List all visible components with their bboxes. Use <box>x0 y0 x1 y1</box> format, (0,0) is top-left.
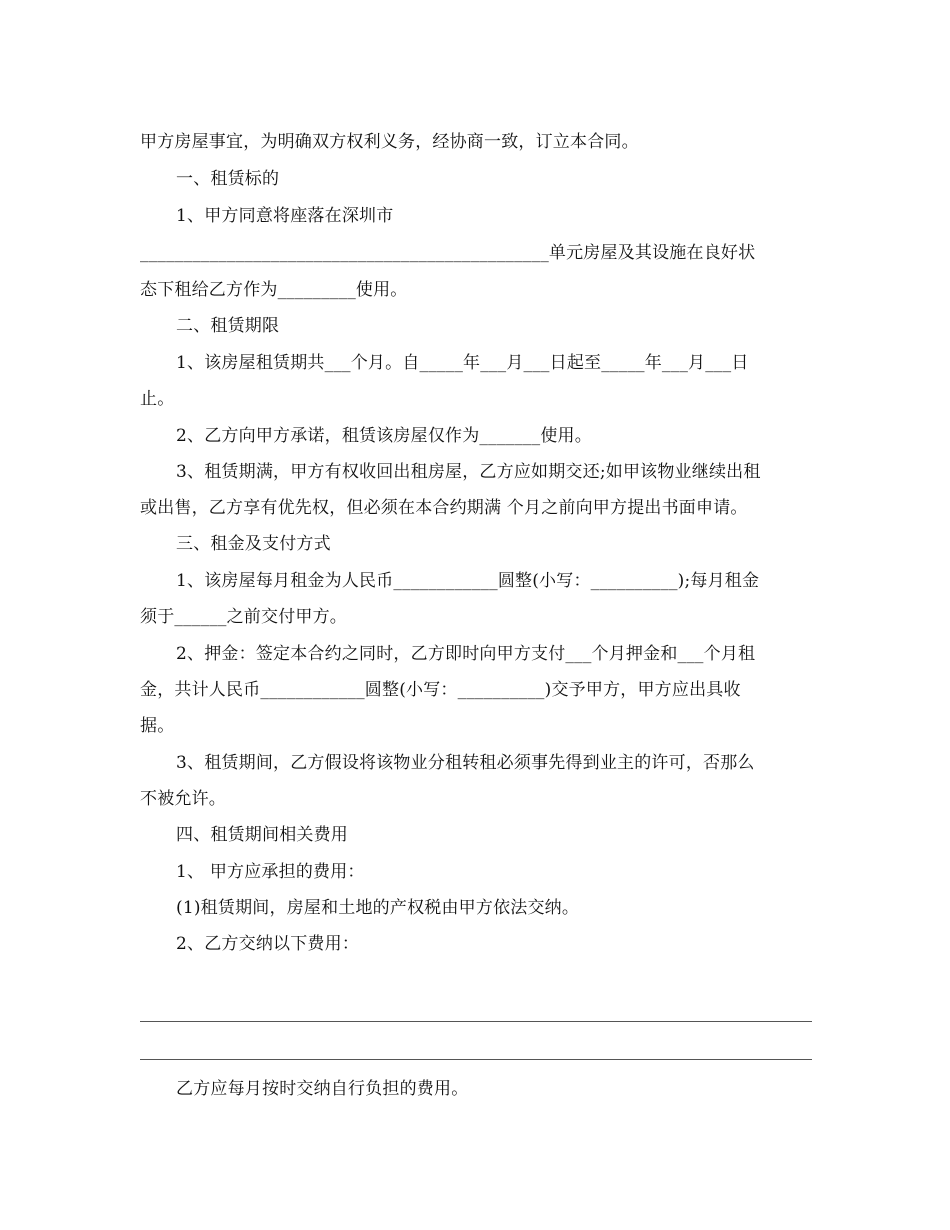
clause-3-2-line-3: 据。 <box>140 716 175 736</box>
clause-3-3-line-1: 3、租赁期间，乙方假设将该物业分租转租必须事先得到业主的许可，否那么 <box>176 753 755 773</box>
section-heading-2: 二、租赁期限 <box>176 316 280 336</box>
clause-2-3-line-2: 或出售，乙方享有优先权，但必须在本合约期满 个月之前向甲方提出书面申请。 <box>140 498 748 518</box>
clause-1-1-line-1: 1、甲方同意将座落在深圳市 <box>176 206 394 226</box>
clause-3-1-line-2: 须于______之前交付甲方。 <box>140 607 347 627</box>
section-heading-4: 四、租赁期间相关费用 <box>176 825 348 845</box>
clause-4-1-item-1: (1)租赁期间，房屋和土地的产权税由甲方依法交纳。 <box>176 898 580 918</box>
clause-4-2-closing: 乙方应每月按时交纳自行负担的费用。 <box>176 1079 469 1099</box>
clause-1-1-line-3: 态下租给乙方作为_________使用。 <box>140 280 408 300</box>
clause-4-2: 2、乙方交纳以下费用： <box>176 934 360 954</box>
clause-3-2-line-2: 金，共计人民币____________圆整(小写：__________)交予甲方，甲方应出具收 <box>140 680 741 700</box>
clause-1-1-line-2: _______________________________________________单元房屋及其设施在良好状 <box>140 243 756 263</box>
clause-2-1-line-2: 止。 <box>140 389 175 409</box>
clause-4-1: 1、 甲方应承担的费用： <box>176 862 365 882</box>
clause-2-2: 2、乙方向甲方承诺，租赁该房屋仅作为_______使用。 <box>176 426 592 446</box>
blank-fill-rule-1 <box>140 1021 812 1022</box>
clause-2-3-line-1: 3、租赁期满，甲方有权收回出租房屋，乙方应如期交还;如甲该物业继续出租 <box>176 462 761 482</box>
clause-3-1-line-1: 1、该房屋每月租金为人民币____________圆整(小写：__________);每月租金 <box>176 571 760 591</box>
paragraph-intro: 甲方房屋事宜，为明确双方权利义务，经协商一致，订立本合同。 <box>140 132 639 152</box>
clause-2-1-line-1: 1、该房屋租赁期共___个月。自_____年___月___日起至_____年___月___日 <box>176 353 749 373</box>
clause-3-3-line-2: 不被允许。 <box>140 789 226 809</box>
section-heading-1: 一、租赁标的 <box>176 169 280 189</box>
clause-3-2-line-1: 2、押金：签定本合约之同时，乙方即时向甲方支付___个月押金和___个月租 <box>176 644 756 664</box>
section-heading-3: 三、租金及支付方式 <box>176 534 331 554</box>
blank-fill-rule-2 <box>140 1059 812 1060</box>
